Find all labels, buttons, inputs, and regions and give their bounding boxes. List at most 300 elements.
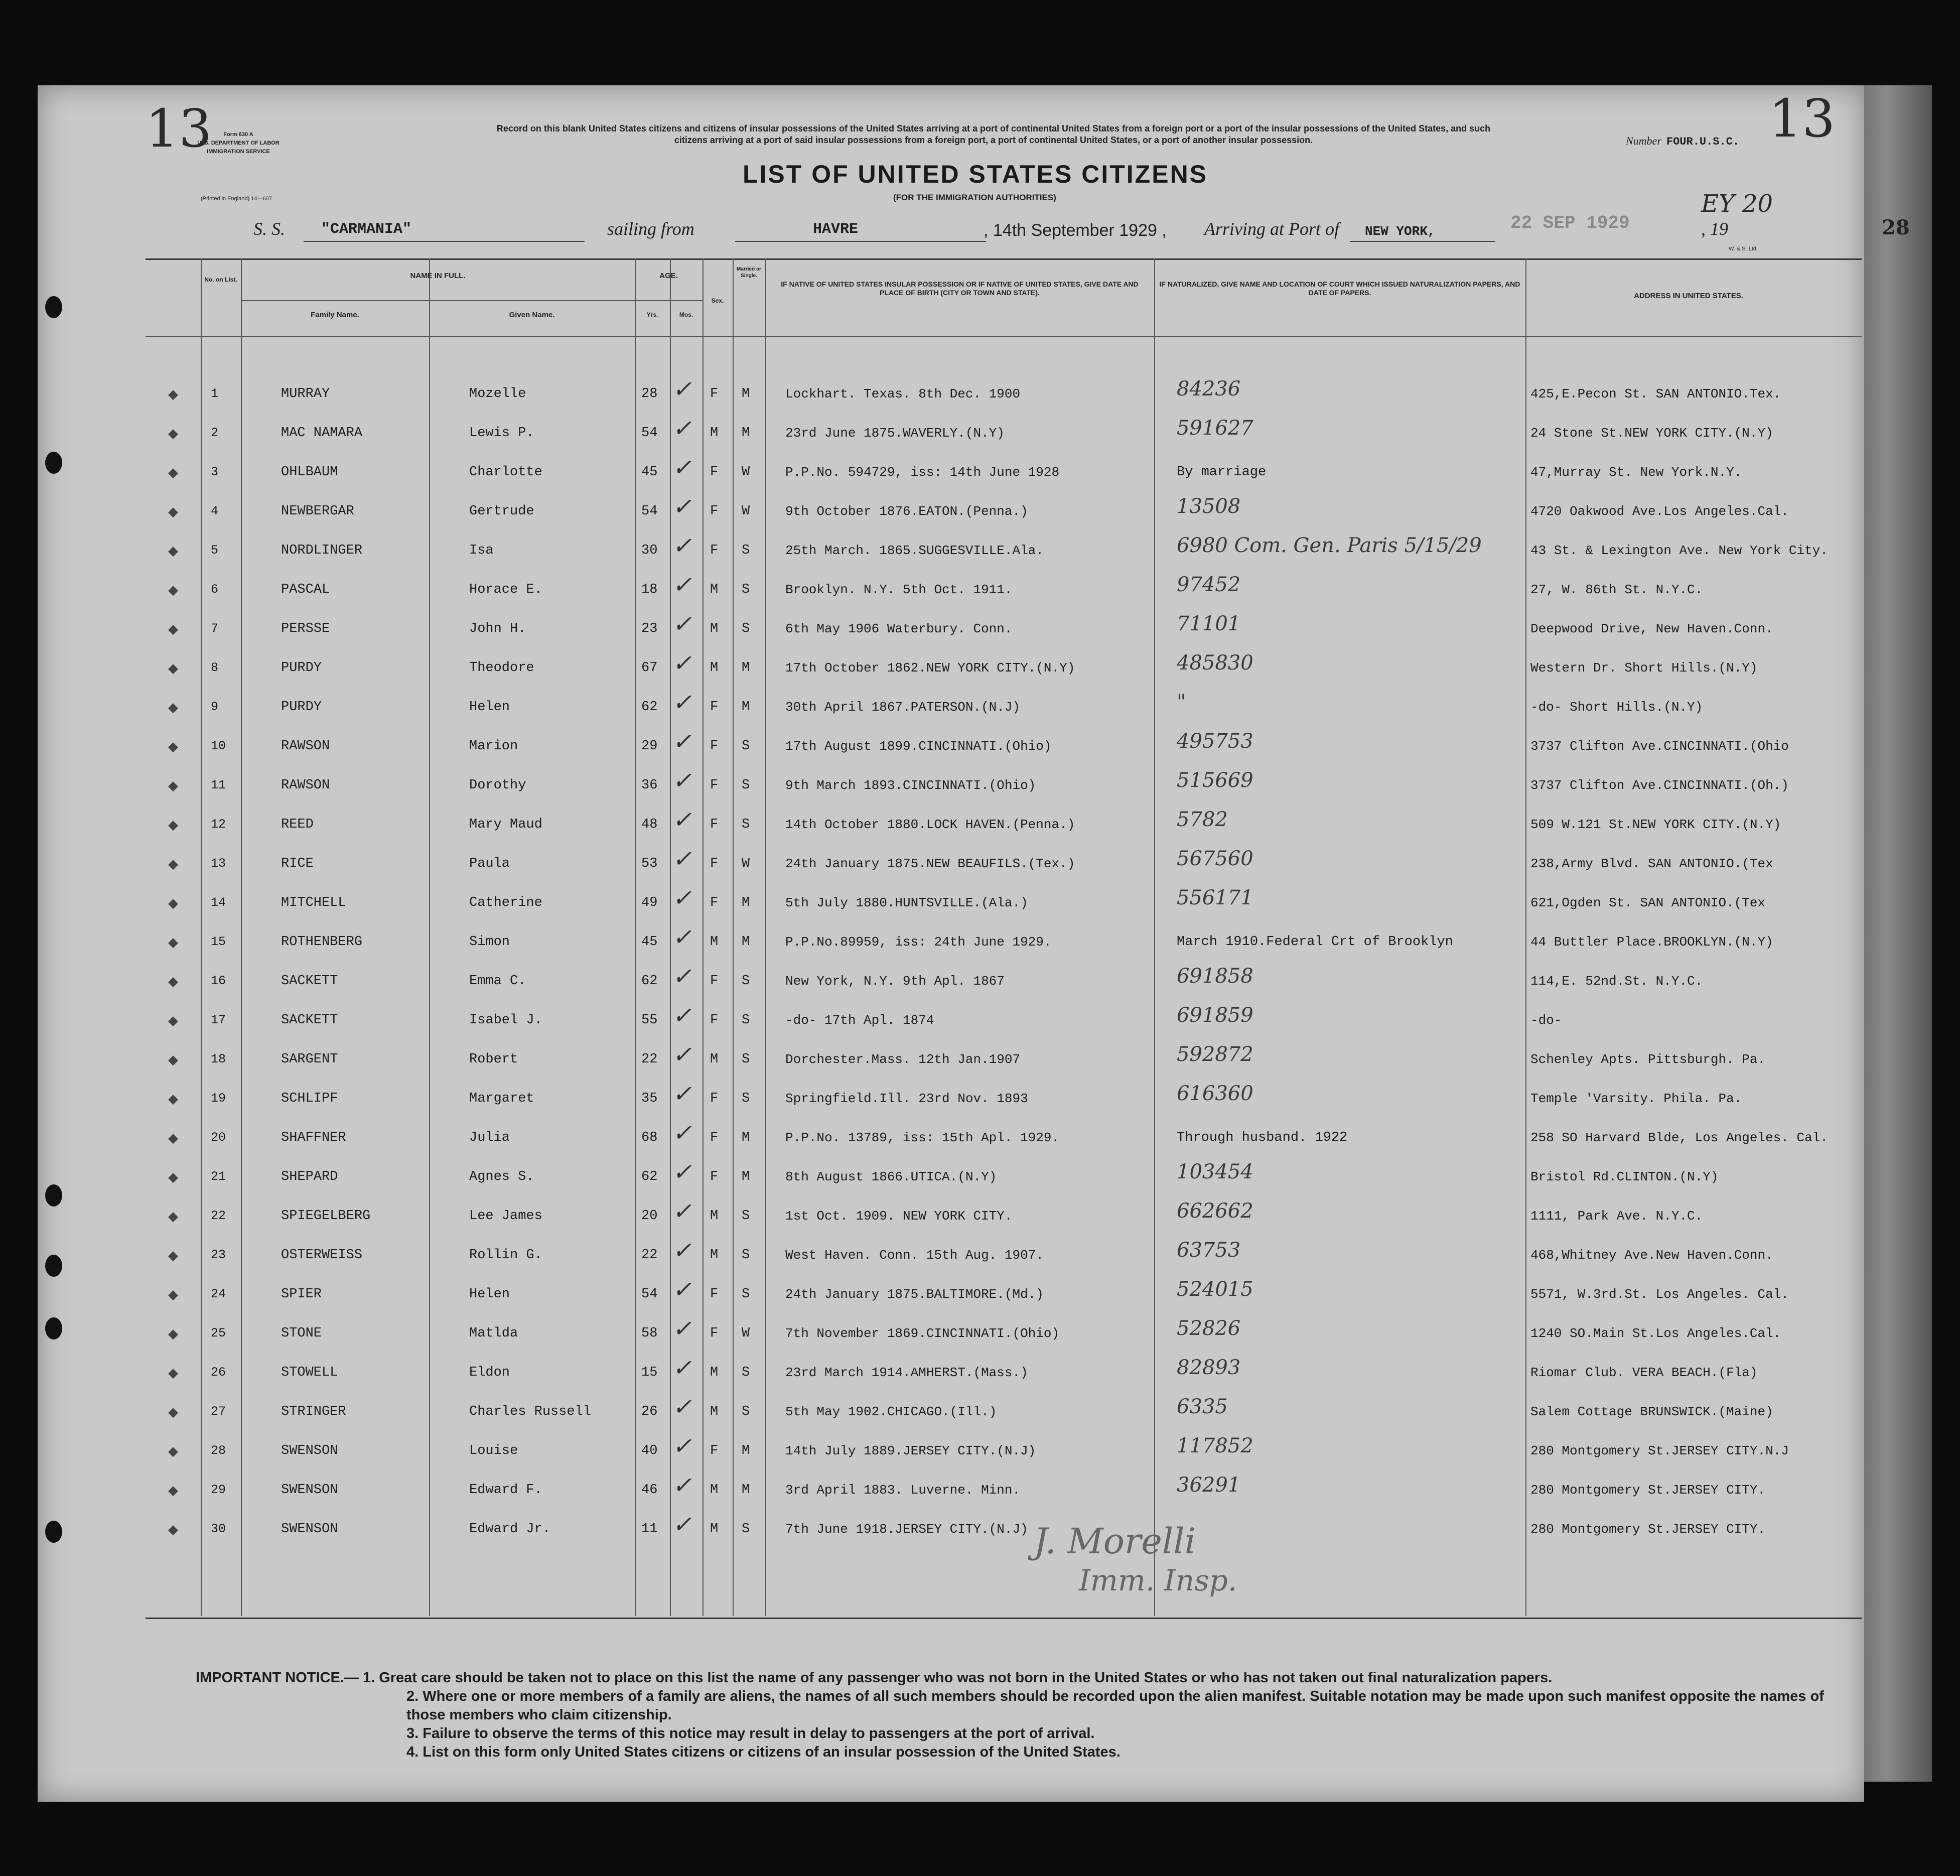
- cell-sex: M: [710, 934, 719, 950]
- cell-age: 67: [641, 660, 658, 676]
- row-marker: ◆: [168, 1248, 178, 1263]
- cell-nat: 691859: [1177, 1004, 1253, 1027]
- cell-age: 36: [641, 778, 658, 793]
- cell-sex: F: [710, 895, 719, 910]
- cell-nat: By marriage: [1177, 465, 1267, 480]
- cell-address: 280 Montgomery St.JERSEY CITY.N.J: [1530, 1443, 1789, 1458]
- cell-age: 15: [641, 1365, 658, 1380]
- cell-ms: S: [742, 1404, 750, 1419]
- row-marker: ◆: [168, 1091, 178, 1106]
- cell-nat: 5782: [1177, 808, 1228, 831]
- header-naturalized: IF NATURALIZED, GIVE NAME AND LOCATION OF COURT WHICH ISSUED NATURALIZATION PAPERS, AND DATE OF PAPERS.: [1159, 280, 1520, 297]
- cell-address: 4720 Oakwood Ave.Los Angeles.Cal.: [1530, 504, 1789, 519]
- cell-address: 1240 SO.Main St.Los Angeles.Cal.: [1530, 1326, 1781, 1341]
- row-marker: ◆: [168, 856, 178, 871]
- cell-family: ROTHENBERG: [281, 934, 363, 950]
- from-port: HAVRE: [813, 221, 859, 238]
- important-notice: [196, 1669, 1852, 1762]
- form-info: [178, 130, 299, 156]
- side-page-number: 28: [1882, 216, 1910, 239]
- cell-birth: 17th August 1899.CINCINNATI.(Ohio): [785, 739, 1052, 754]
- page-title: LIST OF UNITED STATES CITIZENS: [743, 160, 1208, 188]
- cell-no: 3: [211, 465, 219, 479]
- check-mark: ✓: [672, 845, 692, 872]
- cell-address: Riomar Club. VERA BEACH.(Fla): [1530, 1365, 1758, 1380]
- cell-sex: M: [710, 582, 719, 597]
- cell-sex: M: [710, 1209, 719, 1224]
- cell-address: 1111, Park Ave. N.Y.C.: [1530, 1209, 1703, 1224]
- row-marker: ◆: [168, 1169, 178, 1184]
- cell-birth: 14th July 1889.JERSEY CITY.(N.J): [785, 1443, 1036, 1458]
- cell-no: 27: [211, 1404, 226, 1419]
- cell-birth: 24th January 1875.NEW BEAUFILS.(Tex.): [785, 856, 1075, 871]
- cell-ms: M: [742, 1169, 750, 1184]
- cell-no: 23: [211, 1248, 226, 1262]
- cell-ms: W: [742, 1326, 750, 1341]
- col-divider: [1154, 258, 1155, 1616]
- cell-ms: S: [742, 1248, 750, 1263]
- row-marker: ◆: [168, 386, 178, 401]
- cell-nat: 524015: [1177, 1278, 1253, 1301]
- row-marker: ◆: [168, 1013, 178, 1028]
- printed-in: (Printed in England) 14—607: [201, 196, 272, 202]
- cell-ms: M: [742, 700, 750, 715]
- check-mark: ✓: [672, 1197, 692, 1225]
- cell-no: 17: [211, 1013, 226, 1027]
- cell-ms: M: [742, 1130, 750, 1145]
- cell-address: 509 W.121 St.NEW YORK CITY.(N.Y): [1530, 817, 1781, 832]
- cell-sex: M: [710, 1365, 719, 1380]
- row-marker: ◆: [168, 621, 178, 636]
- cell-sex: F: [710, 1169, 719, 1184]
- row-marker: ◆: [168, 934, 178, 950]
- row-marker: ◆: [168, 974, 178, 989]
- year-end: , 19: [1701, 219, 1728, 239]
- cell-ms: S: [742, 739, 750, 754]
- cell-nat: 567560: [1177, 847, 1253, 870]
- cell-given: John H.: [469, 621, 526, 636]
- cell-nat: 6980 Com. Gen. Paris 5/15/29: [1177, 534, 1482, 557]
- cell-ms: W: [742, 504, 750, 519]
- row-marker: ◆: [168, 1326, 178, 1341]
- cell-nat: 52826: [1177, 1317, 1241, 1340]
- cell-address: Salem Cottage BRUNSWICK.(Maine): [1530, 1404, 1773, 1419]
- cell-given: Eldon: [469, 1365, 510, 1380]
- cell-family: SCHLIPF: [281, 1091, 338, 1106]
- row-marker: ◆: [168, 1209, 178, 1224]
- cell-birth: -do- 17th Apl. 1874: [785, 1013, 934, 1028]
- cell-address: 621,Ogden St. SAN ANTONIO.(Tex: [1530, 895, 1766, 910]
- page-subtitle: (FOR THE IMMIGRATION AUTHORITIES): [893, 193, 1056, 202]
- cell-nat: ": [1177, 691, 1186, 714]
- cell-sex: M: [710, 621, 719, 636]
- cell-given: Mozelle: [469, 386, 526, 401]
- cell-age: 54: [641, 1287, 658, 1302]
- cell-given: Paula: [469, 856, 510, 871]
- cell-age: 40: [641, 1443, 658, 1458]
- check-mark: ✓: [672, 610, 692, 637]
- cell-no: 21: [211, 1169, 226, 1184]
- cell-family: MURRAY: [281, 386, 330, 401]
- check-mark: ✓: [672, 1511, 692, 1538]
- cell-family: PURDY: [281, 700, 322, 715]
- cell-address: Schenley Apts. Pittsburgh. Pa.: [1530, 1052, 1766, 1067]
- cell-age: 29: [641, 739, 658, 754]
- cell-sex: F: [710, 1091, 719, 1106]
- check-mark: ✓: [672, 806, 692, 833]
- cell-no: 5: [211, 543, 219, 558]
- cell-given: Lee James: [469, 1209, 542, 1224]
- cell-sex: F: [710, 504, 719, 519]
- cell-address: 425,E.Pecon St. SAN ANTONIO.Tex.: [1530, 386, 1781, 401]
- cell-no: 16: [211, 974, 226, 988]
- cell-sex: F: [710, 739, 719, 754]
- cell-address: 44 Buttler Place.BROOKLYN.(N.Y): [1530, 934, 1773, 950]
- cell-sex: M: [710, 1052, 719, 1067]
- cell-family: SHEPARD: [281, 1169, 338, 1184]
- cell-address: Deepwood Drive, New Haven.Conn.: [1530, 621, 1773, 636]
- row-marker: ◆: [168, 1287, 178, 1302]
- cell-birth: 23rd March 1914.AMHERST.(Mass.): [785, 1365, 1028, 1380]
- row-marker: ◆: [168, 1130, 178, 1145]
- header-sex: Sex.: [711, 297, 724, 304]
- header-married: Married or Single.: [737, 266, 761, 279]
- cell-sex: F: [710, 856, 719, 871]
- check-mark: ✓: [672, 1471, 692, 1499]
- col-divider: [429, 258, 430, 1616]
- cell-family: OHLBAUM: [281, 465, 338, 480]
- cell-sex: M: [710, 426, 719, 441]
- cell-family: PERSSE: [281, 621, 330, 636]
- header-name: NAME IN FULL.: [410, 272, 466, 280]
- cell-birth: West Haven. Conn. 15th Aug. 1907.: [785, 1248, 1044, 1263]
- col-divider: [733, 258, 734, 1616]
- cell-sex: F: [710, 700, 719, 715]
- check-mark: ✓: [672, 1002, 692, 1029]
- cell-nat: 82893: [1177, 1356, 1241, 1379]
- check-mark: ✓: [672, 963, 692, 990]
- header-birth: IF NATIVE OF UNITED STATES INSULAR POSSESSION OR IF NATIVE OF UNITED STATES, GIVE DATE AND PLACE OF BIRTH (CITY OR TOWN AND STATE).: [781, 280, 1139, 297]
- row-marker: ◆: [168, 1052, 178, 1067]
- check-mark: ✓: [672, 571, 692, 598]
- cell-given: Matlda: [469, 1326, 518, 1341]
- cell-ms: M: [742, 660, 750, 676]
- cell-no: 11: [211, 778, 226, 792]
- check-mark: ✓: [672, 454, 692, 481]
- check-mark: ✓: [672, 884, 692, 911]
- hand-mark: EY 20: [1701, 190, 1773, 218]
- cell-given: Louise: [469, 1443, 518, 1458]
- date-stamp: 22 SEP 1929: [1510, 213, 1630, 233]
- cell-no: 25: [211, 1326, 226, 1341]
- rule: [304, 241, 585, 242]
- cell-age: 26: [641, 1404, 658, 1419]
- row-marker: ◆: [168, 1443, 178, 1458]
- cell-nat: 515669: [1177, 769, 1253, 792]
- cell-given: Emma C.: [469, 974, 526, 989]
- cell-nat: 13508: [1177, 495, 1241, 518]
- cell-no: 22: [211, 1209, 226, 1223]
- cell-no: 8: [211, 660, 219, 675]
- header-mos: Mos.: [679, 311, 693, 318]
- check-mark: ✓: [672, 1041, 692, 1068]
- cell-birth: 8th August 1866.UTICA.(N.Y): [785, 1169, 997, 1184]
- cell-age: 11: [641, 1522, 658, 1537]
- cell-sex: M: [710, 660, 719, 676]
- cell-nat: 592872: [1177, 1043, 1253, 1066]
- cell-given: Rollin G.: [469, 1248, 542, 1263]
- cell-birth: P.P.No. 13789, iss: 15th Apl. 1929.: [785, 1130, 1060, 1145]
- cell-nat: 662662: [1177, 1199, 1253, 1223]
- cell-no: 29: [211, 1483, 226, 1497]
- sailing-from-label: sailing from: [607, 219, 694, 239]
- check-mark: ✓: [672, 1158, 692, 1185]
- arriving-label: Arriving at Port of: [1204, 219, 1339, 239]
- cell-birth: 23rd June 1875.WAVERLY.(N.Y): [785, 426, 1005, 441]
- cell-age: 23: [641, 621, 658, 636]
- cell-no: 6: [211, 582, 219, 597]
- cell-birth: 7th November 1869.CINCINNATI.(Ohio): [785, 1326, 1060, 1341]
- cell-address: 280 Montgomery St.JERSEY CITY.: [1530, 1522, 1766, 1537]
- cell-no: 28: [211, 1443, 226, 1458]
- cell-nat: 84236: [1177, 377, 1241, 400]
- cell-ms: S: [742, 1091, 750, 1106]
- col-divider: [703, 258, 704, 1616]
- cell-sex: F: [710, 543, 719, 558]
- cell-no: 4: [211, 504, 219, 518]
- row-marker: ◆: [168, 778, 178, 793]
- cell-nat: 485830: [1177, 651, 1253, 675]
- cell-address: 468,Whitney Ave.New Haven.Conn.: [1530, 1248, 1773, 1263]
- row-marker: ◆: [168, 465, 178, 480]
- cell-no: 1: [211, 386, 219, 401]
- cell-address: Bristol Rd.CLINTON.(N.Y): [1530, 1169, 1719, 1184]
- header-given: Given Name.: [509, 311, 555, 319]
- cell-address: 47,Murray St. New York.N.Y.: [1530, 465, 1742, 480]
- cell-nat: 71101: [1177, 612, 1241, 635]
- check-mark: ✓: [672, 375, 692, 403]
- cell-given: Isabel J.: [469, 1013, 542, 1028]
- cell-birth: 1st Oct. 1909. NEW YORK CITY.: [785, 1209, 1013, 1224]
- cell-family: SACKETT: [281, 974, 338, 989]
- row-marker: ◆: [168, 1483, 178, 1498]
- number-label: Number: [1626, 135, 1661, 147]
- check-mark: ✓: [672, 1119, 692, 1146]
- cell-family: RAWSON: [281, 778, 330, 793]
- cell-family: REED: [281, 817, 314, 832]
- ss-label: S. S.: [253, 219, 285, 239]
- check-mark: ✓: [672, 728, 692, 755]
- cell-nat: Through husband. 1922: [1177, 1130, 1348, 1145]
- arrival-port: NEW YORK,: [1365, 224, 1436, 239]
- header-address: ADDRESS IN UNITED STATES.: [1634, 292, 1743, 300]
- cell-given: Horace E.: [469, 582, 542, 597]
- cell-nat: 63753: [1177, 1239, 1241, 1262]
- cell-address: 280 Montgomery St.JERSEY CITY.: [1530, 1483, 1766, 1498]
- check-mark: ✓: [672, 689, 692, 716]
- cell-ms: S: [742, 817, 750, 832]
- cell-address: 3737 Clifton Ave.CINCINNATI.(Ohio: [1530, 739, 1789, 754]
- cell-family: SWENSON: [281, 1522, 338, 1537]
- punch-hole: [45, 1521, 62, 1543]
- cell-ms: M: [742, 934, 750, 950]
- cell-ms: S: [742, 543, 750, 558]
- cell-sex: M: [710, 1248, 719, 1263]
- cell-address: -do- Short Hills.(N.Y): [1530, 700, 1703, 715]
- cell-no: 18: [211, 1052, 226, 1066]
- cell-given: Margaret: [469, 1091, 534, 1106]
- cell-ms: S: [742, 1013, 750, 1028]
- check-mark: ✓: [672, 1315, 692, 1342]
- cell-nat: 495753: [1177, 730, 1253, 753]
- cell-no: 15: [211, 934, 226, 949]
- cell-given: Gertrude: [469, 504, 534, 519]
- form-dept: U. S. DEPARTMENT OF LABOR: [197, 140, 279, 146]
- cell-given: Dorothy: [469, 778, 526, 793]
- notice-item-3: 3. Failure to observe the terms of this notice may result in delay to passengers at the port of arrival.: [406, 1725, 1095, 1741]
- cell-address: 114,E. 52nd.St. N.Y.C.: [1530, 974, 1703, 989]
- cell-ms: M: [742, 895, 750, 910]
- cell-given: Edward Jr.: [469, 1522, 551, 1537]
- cell-birth: Lockhart. Texas. 8th Dec. 1900: [785, 386, 1021, 401]
- cell-birth: P.P.No. 594729, iss: 14th June 1928: [785, 465, 1060, 480]
- cell-family: SPIEGELBERG: [281, 1209, 371, 1224]
- header-yrs: Yrs.: [646, 311, 658, 318]
- cell-no: 2: [211, 426, 219, 440]
- cell-no: 30: [211, 1522, 226, 1536]
- cell-ms: S: [742, 621, 750, 636]
- printer-mark: W. & S. Ltd.: [1729, 246, 1758, 252]
- cell-sex: F: [710, 1326, 719, 1341]
- row-marker: ◆: [168, 817, 178, 832]
- cell-given: Marion: [469, 739, 518, 754]
- cell-given: Robert: [469, 1052, 518, 1067]
- check-mark: ✓: [672, 1237, 692, 1264]
- cell-birth: 25th March. 1865.SUGGESVILLE.Ala.: [785, 543, 1044, 558]
- cell-family: NORDLINGER: [281, 543, 363, 558]
- cell-ms: M: [742, 1483, 750, 1498]
- cell-age: 45: [641, 465, 658, 480]
- cell-address: 3737 Clifton Ave.CINCINNATI.(Oh.): [1530, 778, 1789, 793]
- cell-age: 28: [641, 386, 658, 401]
- cell-nat: 691858: [1177, 965, 1253, 988]
- cell-ms: W: [742, 856, 750, 871]
- row-marker: ◆: [168, 426, 178, 441]
- cell-given: Edward F.: [469, 1483, 542, 1498]
- cell-age: 22: [641, 1248, 658, 1263]
- col-divider: [765, 258, 766, 1616]
- cell-address: 24 Stone St.NEW YORK CITY.(N.Y): [1530, 426, 1773, 441]
- cell-birth: 6th May 1906 Waterbury. Conn.: [785, 621, 1013, 636]
- cell-given: Lewis P.: [469, 426, 534, 441]
- cell-age: 22: [641, 1052, 658, 1067]
- cell-no: 26: [211, 1365, 226, 1380]
- cell-no: 14: [211, 895, 226, 910]
- col-divider: [241, 258, 242, 1616]
- cell-sex: F: [710, 1130, 719, 1145]
- cell-birth: 14th October 1880.LOCK HAVEN.(Penna.): [785, 817, 1075, 832]
- cell-sex: M: [710, 1404, 719, 1419]
- check-mark: ✓: [672, 1080, 692, 1107]
- cell-ms: S: [742, 1365, 750, 1380]
- header-rule: [635, 300, 703, 301]
- cell-ms: S: [742, 582, 750, 597]
- rule: [1350, 241, 1495, 242]
- cell-given: Julia: [469, 1130, 510, 1145]
- cell-given: Mary Maud: [469, 817, 542, 832]
- sailing-date: , 14th September 1929 ,: [984, 221, 1167, 240]
- header-rule: [241, 300, 635, 301]
- cell-birth: Springfield.Ill. 23rd Nov. 1893: [785, 1091, 1028, 1106]
- cell-family: SWENSON: [281, 1443, 338, 1458]
- cell-no: 10: [211, 739, 226, 753]
- cell-address: 27, W. 86th St. N.Y.C.: [1530, 582, 1703, 597]
- cell-age: 46: [641, 1483, 658, 1498]
- notice-item-4: 4. List on this form only United States citizens or citizens of an insular possession of the United States.: [406, 1744, 1121, 1760]
- cell-family: SWENSON: [281, 1483, 338, 1498]
- cell-family: SACKETT: [281, 1013, 338, 1028]
- cell-family: OSTERWEISS: [281, 1248, 363, 1263]
- check-mark: ✓: [672, 1276, 692, 1303]
- cell-ms: M: [742, 1443, 750, 1458]
- inspector-signature: J. Morelli: [1034, 1521, 1196, 1562]
- page-number-right: 13: [1769, 88, 1836, 149]
- cell-ms: S: [742, 974, 750, 989]
- cell-age: 62: [641, 1169, 658, 1184]
- check-mark: ✓: [672, 1393, 692, 1420]
- cell-no: 19: [211, 1091, 226, 1106]
- cell-address: 238,Army Blvd. SAN ANTONIO.(Tex: [1530, 856, 1773, 871]
- check-mark: ✓: [672, 1354, 692, 1381]
- cell-sex: F: [710, 817, 719, 832]
- cell-birth: 24th January 1875.BALTIMORE.(Md.): [785, 1287, 1044, 1302]
- cell-sex: F: [710, 465, 719, 480]
- cell-address: Temple 'Varsity. Phila. Pa.: [1530, 1091, 1742, 1106]
- cell-ms: S: [742, 1522, 750, 1537]
- cell-family: RICE: [281, 856, 314, 871]
- header-no: No. on List.: [204, 276, 237, 283]
- cell-age: 35: [641, 1091, 658, 1106]
- row-marker: ◆: [168, 700, 178, 715]
- cell-address: -do-: [1530, 1013, 1562, 1028]
- number-value: FOUR.U.S.C.: [1666, 136, 1740, 148]
- cell-age: 54: [641, 426, 658, 441]
- punch-hole: [45, 452, 62, 474]
- cell-family: STONE: [281, 1326, 322, 1341]
- cell-age: 54: [641, 504, 658, 519]
- cell-age: 62: [641, 974, 658, 989]
- cell-family: SHAFFNER: [281, 1130, 346, 1145]
- cell-ms: S: [742, 1287, 750, 1302]
- cell-family: MAC NAMARA: [281, 426, 363, 441]
- cell-given: Helen: [469, 1287, 510, 1302]
- cell-no: 9: [211, 700, 219, 714]
- cell-family: STRINGER: [281, 1404, 346, 1419]
- check-mark: ✓: [672, 493, 692, 520]
- cell-family: NEWBERGAR: [281, 504, 354, 519]
- col-divider: [635, 258, 636, 1616]
- cell-nat: 556171: [1177, 886, 1253, 909]
- cell-birth: 9th March 1893.CINCINNATI.(Ohio): [785, 778, 1036, 793]
- col-divider: [1525, 258, 1526, 1616]
- cell-ms: S: [742, 778, 750, 793]
- row-marker: ◆: [168, 1365, 178, 1380]
- cell-birth: 30th April 1867.PATERSON.(N.J): [785, 700, 1021, 715]
- punch-hole: [45, 296, 62, 318]
- cell-ms: S: [742, 1209, 750, 1224]
- cell-family: PURDY: [281, 660, 322, 676]
- cell-address: Western Dr. Short Hills.(N.Y): [1530, 660, 1758, 676]
